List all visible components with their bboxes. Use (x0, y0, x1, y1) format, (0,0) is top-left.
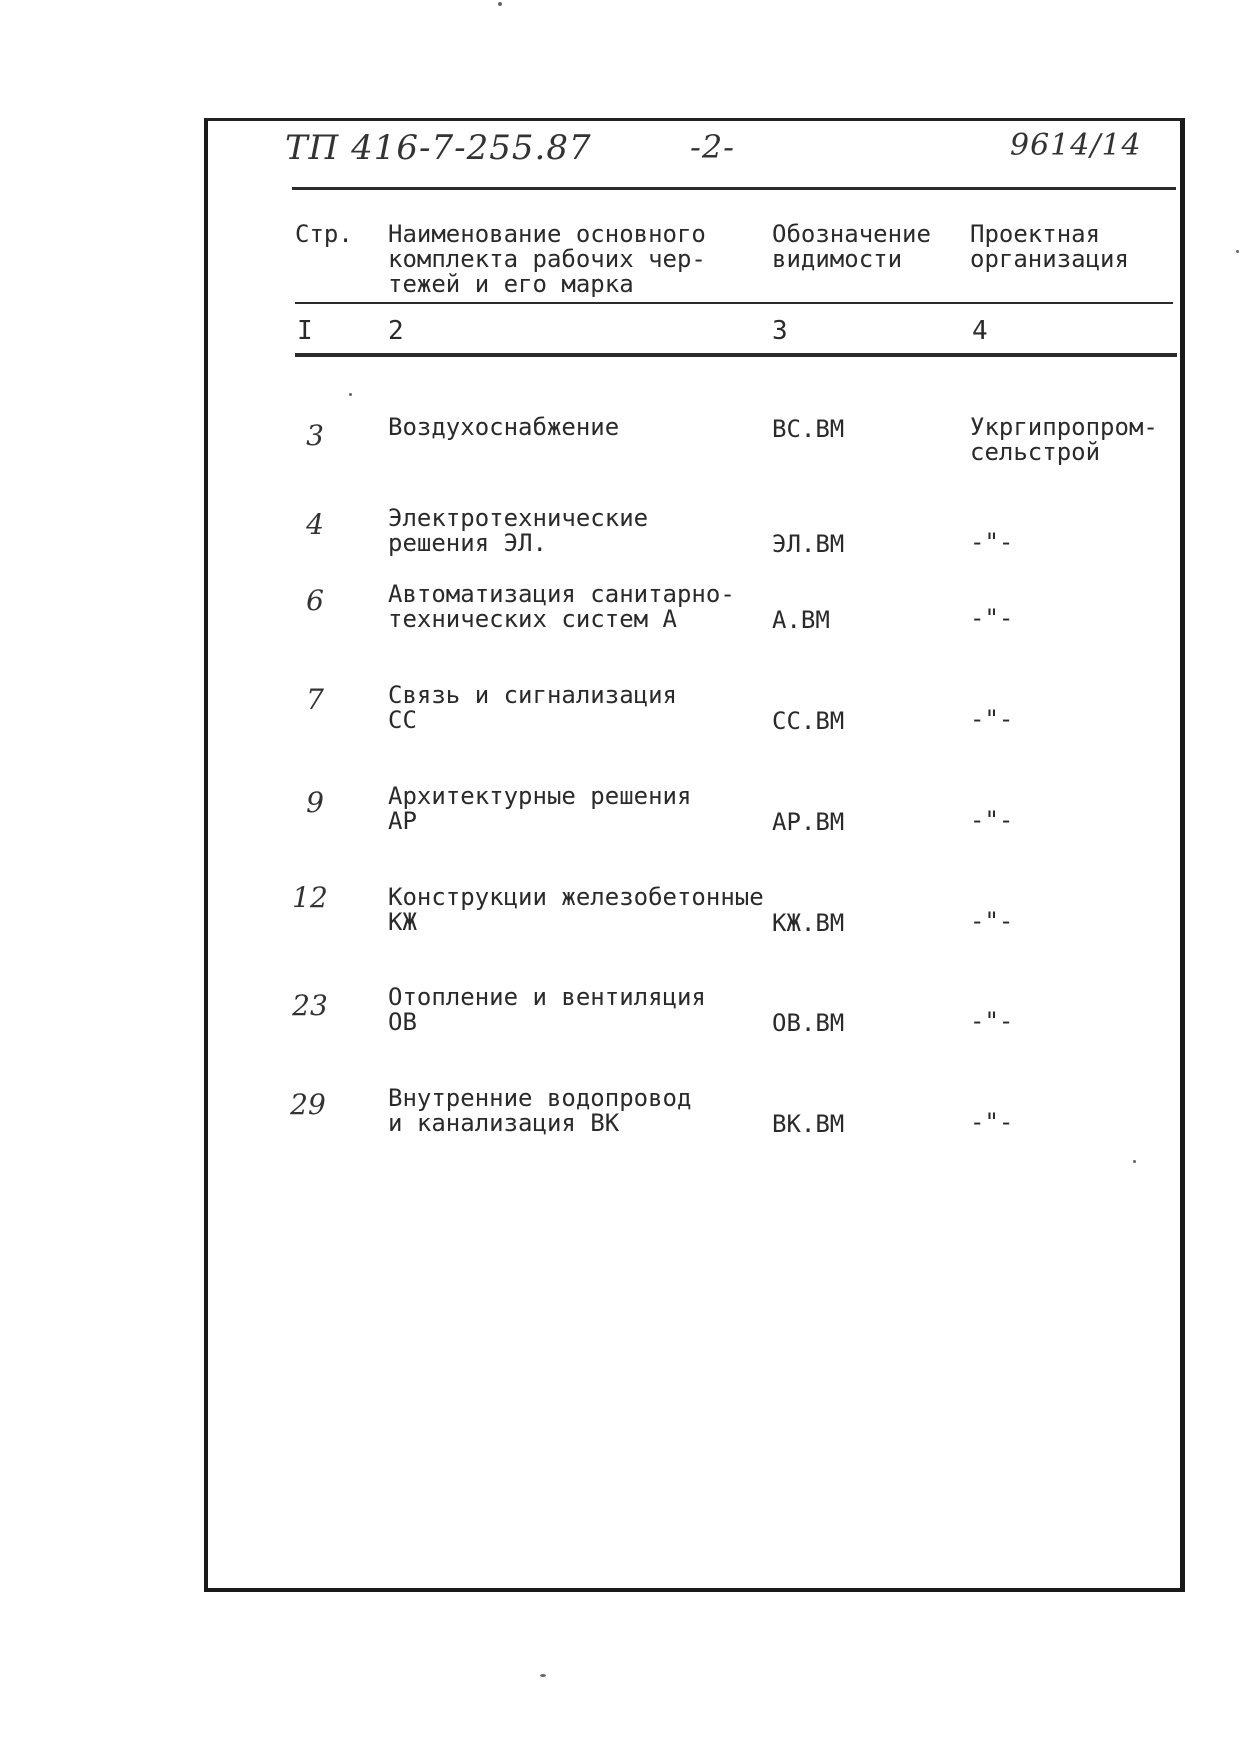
row-name: Связь и сигнализация СС (388, 681, 677, 734)
row-code: СС.ВМ (772, 707, 845, 735)
table-row (0, 582, 1240, 672)
row-code: ОВ.ВМ (772, 1009, 845, 1037)
table-row (0, 985, 1240, 1075)
table-top-rule (295, 353, 1177, 357)
scan-speck (1236, 250, 1239, 253)
table-row (0, 881, 1240, 975)
row-org: -"- (970, 907, 1014, 935)
row-name: Автоматизация санитарно- технических систем А (388, 580, 735, 633)
scan-speck (349, 393, 352, 396)
row-code: КЖ.ВМ (772, 909, 845, 937)
header-divider (295, 302, 1173, 304)
document-code: ТП 416-7-255.87 (285, 128, 592, 168)
column-header-page: Стр. (295, 220, 353, 248)
row-code: ВК.ВМ (772, 1110, 845, 1138)
row-org: -"- (970, 1007, 1014, 1035)
row-name: Архитектурные решения АР (388, 782, 692, 835)
row-code: А.ВМ (772, 606, 830, 634)
table-row (0, 683, 1240, 773)
row-page: 6 (306, 584, 324, 617)
row-code: ВС.ВМ (772, 415, 845, 443)
row-name: Электротехнические решения ЭЛ. (388, 504, 649, 557)
column-header-name: Наименование основного комплекта рабочих чер- тежей и его марка (388, 220, 706, 298)
row-page: 3 (306, 419, 324, 452)
column-header-code: Обозначение видимости (772, 220, 931, 273)
row-page: 4 (306, 508, 324, 541)
table-row (0, 415, 1240, 505)
row-org: -"- (970, 1108, 1014, 1136)
sheet-number: -2- (690, 128, 735, 166)
row-page: 23 (292, 989, 328, 1022)
row-page: 7 (306, 683, 324, 716)
header-rule (292, 187, 1176, 190)
row-name: Конструкции железобетонные КЖ (388, 883, 764, 936)
row-org: Укргипропром- сельстрой (970, 413, 1158, 466)
row-code: АР.ВМ (772, 808, 845, 836)
column-number-4: 4 (972, 316, 988, 346)
row-org: -"- (970, 705, 1014, 733)
scan-speck (498, 2, 502, 6)
column-header-org: Проектная организация (970, 220, 1129, 273)
row-code: ЭЛ.ВМ (772, 530, 845, 558)
column-number-2: 2 (388, 316, 404, 346)
row-org: -"- (970, 528, 1014, 556)
row-page: 29 (290, 1088, 326, 1121)
row-name: Отопление и вентиляция ОВ (388, 983, 706, 1036)
row-name: Воздухоснабжение (388, 413, 620, 441)
column-number-1: I (297, 316, 313, 346)
table-row (0, 1086, 1240, 1176)
scan-speck (540, 1674, 546, 1677)
row-page: 9 (306, 786, 324, 819)
column-number-3: 3 (772, 316, 788, 346)
row-name: Внутренние водопровод и канализация ВК (388, 1084, 692, 1137)
scan-speck (1133, 1160, 1136, 1163)
table-row (0, 784, 1240, 874)
row-org: -"- (970, 604, 1014, 632)
row-org: -"- (970, 806, 1014, 834)
row-page: 12 (292, 881, 328, 914)
archive-number: 9614/14 (1010, 128, 1142, 163)
